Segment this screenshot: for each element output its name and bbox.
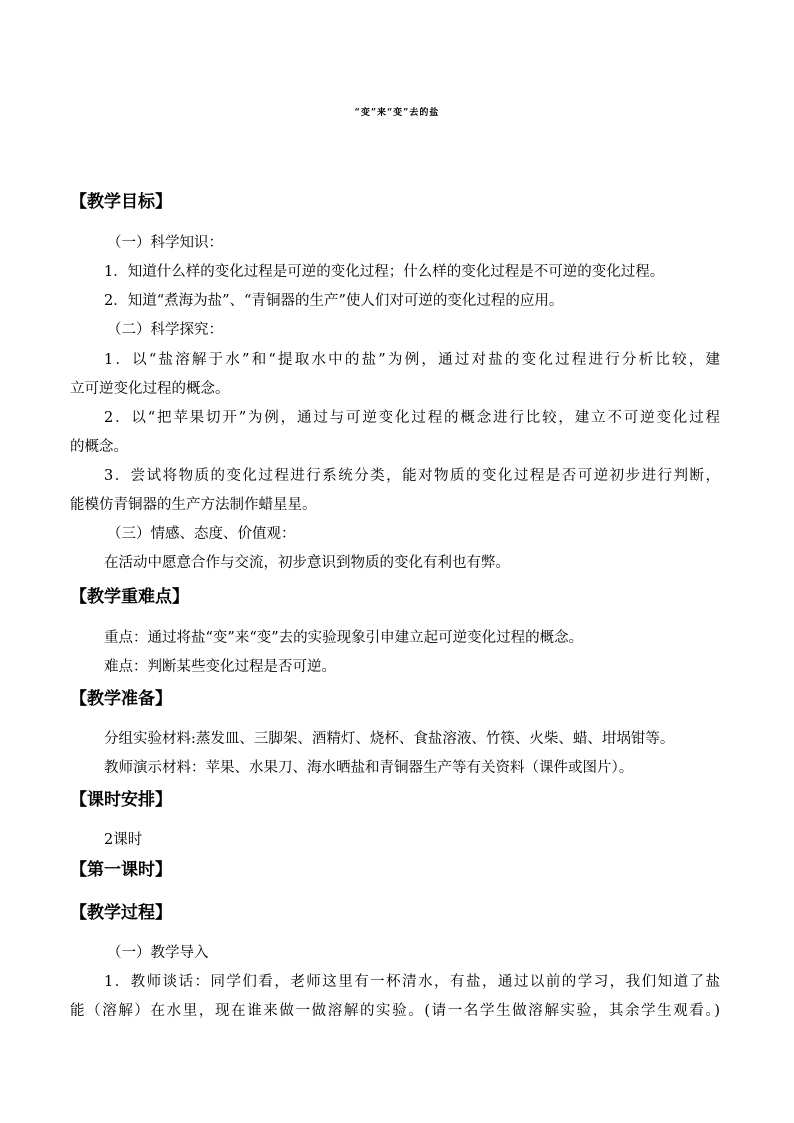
objectives-sec2-item1-line2: 立可逆变化过程的概念。 bbox=[70, 381, 230, 397]
preparation-group-materials: 分组实验材料:蒸发皿、三脚架、酒精灯、烧杯、食盐溶液、竹筷、火柴、蜡、坩埚钳等。 bbox=[104, 731, 675, 747]
section-heading-preparation: 【教学准备】 bbox=[70, 689, 172, 709]
key-points-difficulty: 难点：判断某些变化过程是否可逆。 bbox=[104, 659, 336, 675]
section-heading-key-points: 【教学重难点】 bbox=[70, 587, 189, 607]
key-points-focus: 重点：通过将盐“变”来“变”去的实验现象引申建立起可逆变化过程的概念。 bbox=[104, 630, 584, 646]
process-sec1-label: （一）教学导入 bbox=[107, 945, 209, 961]
section-heading-schedule: 【课时安排】 bbox=[70, 790, 172, 810]
objectives-sec3-label: （三）情感、态度、价值观： bbox=[107, 526, 296, 542]
objectives-sec1-item2: 2．知道“煮海为盐”、“青铜器的生产”使人们对可逆的变化过程的应用。 bbox=[104, 293, 564, 309]
page-title: “变”来“变”去的盐 bbox=[354, 108, 440, 118]
preparation-teacher-materials: 教师演示材料：苹果、水果刀、海水晒盐和青铜器生产等有关资料（课件或图片）。 bbox=[104, 760, 634, 776]
process-item1-line1: 1．教师谈话：同学们看，老师这里有一杯清水，有盐，通过以前的学习，我们知道了盐 bbox=[104, 974, 720, 990]
schedule-text: 2课时 bbox=[104, 832, 143, 848]
objectives-sec1-label: （一）科学知识： bbox=[107, 235, 223, 251]
objectives-sec2-item1-line1: 1．以“盐溶解于水”和“提取水中的盐”为例，通过对盐的变化过程进行分析比较，建 bbox=[104, 352, 720, 368]
objectives-sec2-item3-line2: 能模仿青铜器的生产方法制作蜡星星。 bbox=[70, 497, 317, 513]
objectives-sec2-item2-line2: 的概念。 bbox=[70, 439, 128, 455]
section-heading-objectives: 【教学目标】 bbox=[70, 192, 172, 212]
section-heading-process: 【教学过程】 bbox=[70, 903, 172, 923]
objectives-sec2-label: （二）科学探究： bbox=[107, 322, 223, 338]
section-heading-first-lesson: 【第一课时】 bbox=[70, 860, 172, 880]
objectives-sec3-text: 在活动中愿意合作与交流，初步意识到物质的变化有利也有弊。 bbox=[104, 555, 510, 571]
objectives-sec2-item2-line1: 2．以“把苹果切开”为例，通过与可逆变化过程的概念进行比较，建立不可逆变化过程 bbox=[104, 410, 720, 426]
process-item1-line2: 能（溶解）在水里，现在谁来做一做溶解的实验。(请一名学生做溶解实验，其余学生观看。) bbox=[70, 1003, 720, 1019]
objectives-sec2-item3-line1: 3．尝试将物质的变化过程进行系统分类，能对物质的变化过程是否可逆初步进行判断， bbox=[104, 468, 720, 484]
objectives-sec1-item1: 1．知道什么样的变化过程是可逆的变化过程；什么样的变化过程是不可逆的变化过程。 bbox=[104, 264, 665, 280]
